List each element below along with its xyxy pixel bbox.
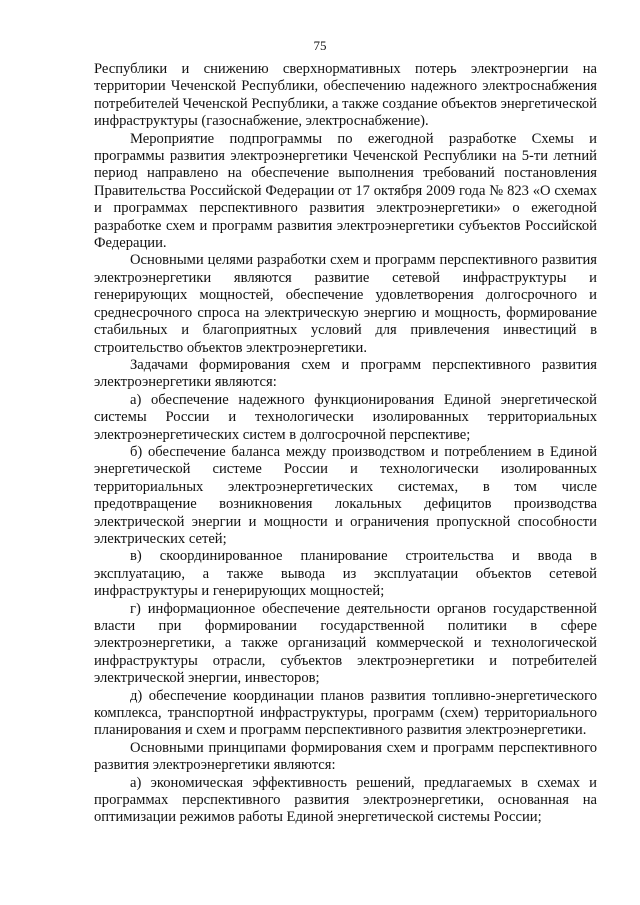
paragraph-main-goals: Основными целями разработки схем и программ перспективного развития электроэнергетики являются развитие сетевой инфраструктуры и генерирующих мощностей, обеспечение удовлетворения долгосрочного и среднесрочного спроса на электрическую энергию и мощность, формирование стабильных и благоприятных условий для привлечения инвестиций в строительство объектов электроэнергетики. (94, 252, 597, 356)
list-item-task-d: г) информационное обеспечение деятельности органов государственной власти при формировании государственной политики в сфере электроэнергетики, а также организаций коммерческой и технологической инфраструктуры отрасли, субъектов электроэнергетики и потребителей электрической энергии, инвесторов; (94, 600, 597, 687)
page-number: 75 (313, 38, 327, 53)
paragraph-principles-intro: Основными принципами формирования схем и программ перспективного развития электроэнергетики являются: (94, 739, 597, 774)
list-item-task-a: а) обеспечение надежного функционирования Единой энергетической системы России и технологически изолированных территориальных электроэнергетических систем в долгосрочной перспективе; (94, 391, 597, 443)
paragraph-tasks-intro: Задачами формирования схем и программ перспективного развития электроэнергетики являются: (94, 356, 597, 391)
list-item-principle-a: а) экономическая эффективность решений, предлагаемых в схемах и программах перспективного развития электроэнергетики, основанная на оптимизации режимов работы Единой энергетической системы России; (94, 774, 597, 826)
list-item-task-e: д) обеспечение координации планов развития топливно-энергетического комплекса, транспортной инфраструктуры, программ (схем) территориального планирования и схем и программ перспективного развития электроэнергетики. (94, 687, 597, 739)
paragraph-continuation: Республики и снижению сверхнормативных потерь электроэнергии на территории Чеченской Республики, обеспечению надежного электроснабжения потребителей Чеченской Республики, а также создание объектов энергетической инфраструктуры (газоснабжение, электроснабжение). (94, 61, 597, 130)
document-body (94, 61, 597, 827)
list-item-task-c: в) скоординированное планирование строительства и ввода в эксплуатацию, а также вывода из эксплуатации объектов сетевой инфраструктуры и генерирующих мощностей; (94, 548, 597, 600)
list-item-task-b: б) обеспечение баланса между производством и потреблением в Единой энергетической системе России и технологически изолированных территориальных электроэнергетических системах, в том числе предотвращение возникновения локальных дефицитов производства электрической энергии и мощности и ограничения пропускной способности электрических сетей; (94, 443, 597, 547)
paragraph-scheme-development: Мероприятие подпрограммы по ежегодной разработке Схемы и программы развития электроэнергетики Чеченской Республики на 5-ти летний период направлено на обеспечение выполнения требований постановления Правительства Российской Федерации от 17 октября 2009 года № 823 «О схемах и программах перспективного развития электроэнергетики» о ежегодной разработке схем и программ развития электроэнергетики субъектов Российской Федерации. (94, 130, 597, 252)
